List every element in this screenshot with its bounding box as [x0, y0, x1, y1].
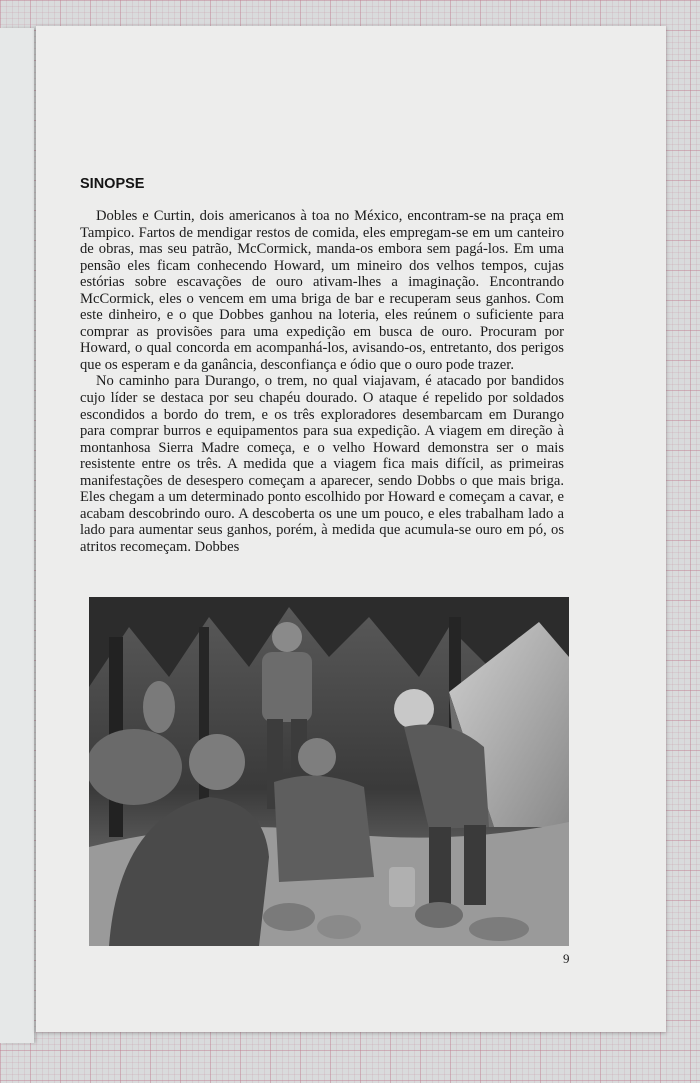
film-still-illustration	[89, 597, 569, 946]
film-still-photo	[89, 597, 569, 946]
page-number: 9	[563, 951, 570, 966]
synopsis-text	[80, 208, 564, 555]
synopsis-paragraph-2: No caminho para Durango, o trem, no qual viajavam, é atacado por bandidos cujo líder se destaca por seu chapéu dourado. O ataque é repelido por soldados escondidos a bordo do trem, e os três exploradores desembarcam em Durango para comprar burros e equipamentos para sua expedição. A viagem em direção à montanhosa Sierra Madre começa, e o velho Howard demonstra ser o mais resistente entre os três. A medida que a viagem fica mais difícil, as primeiras manifestações de desespero começam a aparecer, sendo Dobbs o que mais briga. Eles chegam a um determinado ponto escolhido por Howard e começam a cavar, e acabam descobrindo ouro. A descoberta os une um pouco, e eles trabalham lado a lado para aumentar seus ganhos, porém, à medida que acumula-se ouro em pó, os atritos recomeçam. Dobbes	[80, 373, 564, 555]
section-heading: SINOPSE	[80, 176, 145, 192]
book-page	[36, 26, 666, 1032]
adjacent-page-edge	[0, 28, 34, 1043]
synopsis-paragraph-1: Dobles e Curtin, dois americanos à toa no México, encontram-se na praça em Tampico. Fartos de mendigar restos de comida, eles empregam-se em um canteiro de obras, mas seu patrão, McCormick, manda-os embora sem pagá-los. Em uma pensão eles ficam conhecendo Howard, um mineiro dos velhos tempos, cujas estórias sobre escavações de ouro ativam-lhes a imaginação. Encontrando McCormick, eles o vencem em uma briga de bar e recuperam seus ganhos. Com este dinheiro, e o que Dobbes ganhou na loteria, eles reúnem o suficiente para comprar as provisões para uma expedição em busca de ouro. Procuram por Howard, o qual concorda em acompanhá-los, avisando-os, entretanto, dos perigos que os esperam e da ganância, desconfiança e ódio que o ouro pode trazer.	[80, 208, 564, 373]
